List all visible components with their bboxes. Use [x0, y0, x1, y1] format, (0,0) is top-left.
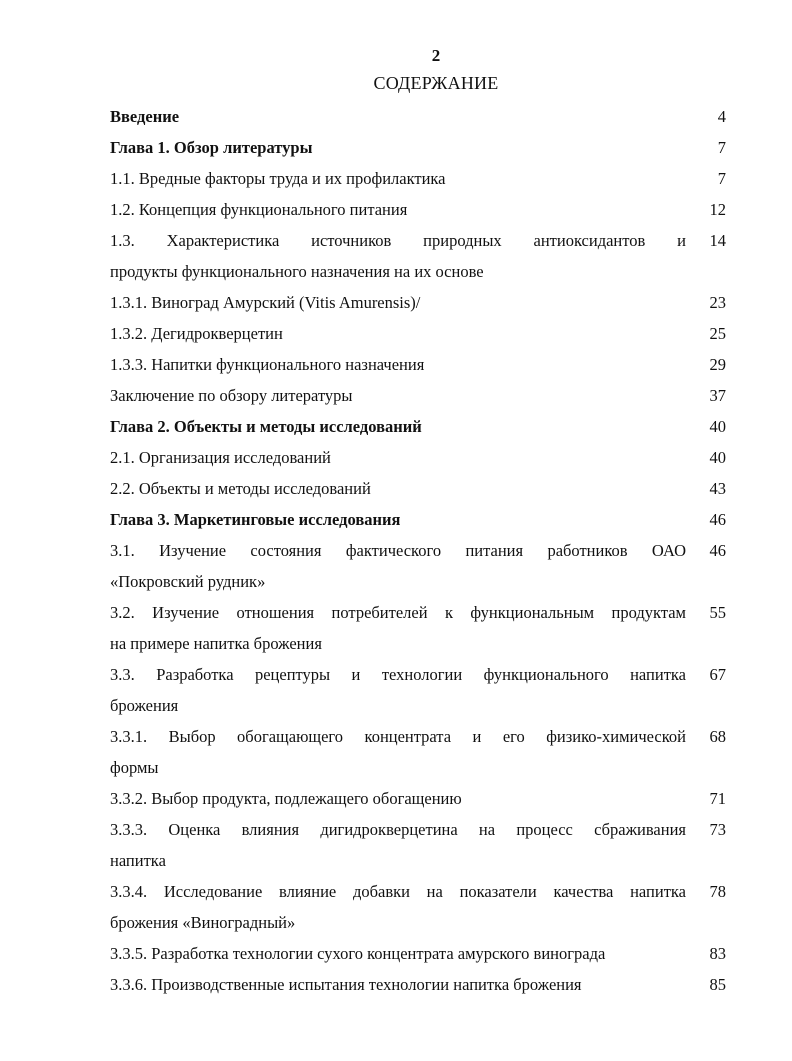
toc-entry [110, 287, 726, 318]
toc-entry-continuation: брожения [110, 696, 179, 715]
toc-entry-page: 55 [709, 603, 726, 622]
toc-entry-page: 83 [709, 944, 726, 963]
toc-entry-page: 25 [709, 324, 726, 343]
toc-entry-title: 3.3.4. Исследование влияние добавки на показатели качества напитка [110, 882, 686, 901]
toc-entry [110, 349, 726, 380]
toc-entry [110, 163, 726, 194]
toc-entry-title: 1.1. Вредные факторы труда и их профилактика [110, 169, 446, 188]
toc-entry-page: 40 [709, 448, 726, 467]
toc-entry-title: 3.3.2. Выбор продукта, подлежащего обогащению [110, 789, 462, 808]
toc-entry-continuation: на примере напитка брожения [110, 634, 322, 653]
toc-entry [110, 938, 726, 969]
toc-entry [110, 504, 726, 535]
toc-entry-continuation: «Покровский рудник» [110, 572, 266, 591]
toc-entry-page: 68 [709, 727, 726, 746]
toc-entry-title: Глава 2. Объекты и методы исследований [110, 417, 422, 436]
table-of-contents [110, 101, 726, 1000]
toc-entry [110, 225, 726, 256]
toc-entry [110, 814, 726, 845]
toc-entry [110, 411, 726, 442]
toc-entry [110, 783, 726, 814]
toc-entry-page: 71 [709, 789, 726, 808]
toc-entry-title: 1.2. Концепция функционального питания [110, 200, 408, 219]
toc-entry-title: 3.3.6. Производственные испытания технологии напитка брожения [110, 975, 582, 994]
toc-entry-page: 7 [717, 169, 726, 188]
toc-entry-continuation: напитка [110, 851, 166, 870]
toc-entry-title: 1.3.1. Виноград Амурский (Vitis Amurensis)/ [110, 293, 421, 312]
page-title: СОДЕРЖАНИЕ [373, 73, 499, 93]
toc-entry-page: 78 [709, 882, 726, 901]
toc-entry-title: 2.1. Организация исследований [110, 448, 331, 467]
toc-entry [110, 597, 726, 628]
toc-entry [110, 535, 726, 566]
toc-entry-page: 7 [717, 138, 726, 157]
toc-entry-page: 14 [709, 231, 726, 250]
toc-entry-title: Глава 3. Маркетинговые исследования [110, 510, 401, 529]
toc-entry [110, 132, 726, 163]
toc-entry-title: 1.3.3. Напитки функционального назначения [110, 355, 425, 374]
toc-entry [110, 659, 726, 690]
toc-entry-page: 43 [709, 479, 726, 498]
toc-entry-title: 3.3. Разработка рецептуры и технологии функционального напитка [110, 665, 686, 684]
toc-entry-page: 37 [709, 386, 726, 405]
toc-entry [110, 876, 726, 907]
toc-entry-page: 73 [709, 820, 726, 839]
toc-entry-title: 3.3.3. Оценка влияния дигидрокверцетина на процесс сбраживания [110, 820, 686, 839]
toc-entry-page: 67 [709, 665, 726, 684]
toc-entry-page: 46 [709, 541, 726, 560]
toc-entry-page: 23 [709, 293, 726, 312]
toc-entry-title: Глава 1. Обзор литературы [110, 138, 313, 157]
toc-entry [110, 969, 726, 1000]
toc-entry [110, 721, 726, 752]
toc-entry-title: Заключение по обзору литературы [110, 386, 353, 405]
toc-entry-page: 4 [717, 107, 726, 126]
toc-entry [110, 318, 726, 349]
toc-entry [110, 380, 726, 411]
toc-entry [110, 101, 726, 132]
toc-entry-page: 40 [709, 417, 726, 436]
toc-entry-continuation: продукты функционального назначения на их основе [110, 262, 484, 281]
toc-entry-continuation: формы [110, 758, 159, 777]
toc-entry-title: 3.3.1. Выбор обогащающего концентрата и его физико-химической [110, 727, 686, 746]
toc-entry-title: 3.2. Изучение отношения потребителей к функциональным продуктам [110, 603, 686, 622]
toc-entry-page: 46 [709, 510, 726, 529]
toc-entry [110, 194, 726, 225]
toc-entry-continuation: брожения «Виноградный» [110, 913, 296, 932]
page-number: 2 [431, 46, 441, 65]
toc-entry-title: 1.3. Характеристика источников природных антиоксидантов и [110, 231, 686, 250]
toc-entry-page: 12 [709, 200, 726, 219]
toc-entry-title: 3.3.5. Разработка технологии сухого концентрата амурского винограда [110, 944, 606, 963]
toc-entry-title: Введение [110, 107, 180, 126]
toc-entry-title: 3.1. Изучение состояния фактического питания работников ОАО [110, 541, 686, 560]
toc-entry-page: 85 [709, 975, 726, 994]
toc-entry [110, 473, 726, 504]
toc-entry-title: 2.2. Объекты и методы исследований [110, 479, 371, 498]
toc-entry-title: 1.3.2. Дегидрокверцетин [110, 324, 283, 343]
toc-entry [110, 442, 726, 473]
toc-entry-page: 29 [709, 355, 726, 374]
